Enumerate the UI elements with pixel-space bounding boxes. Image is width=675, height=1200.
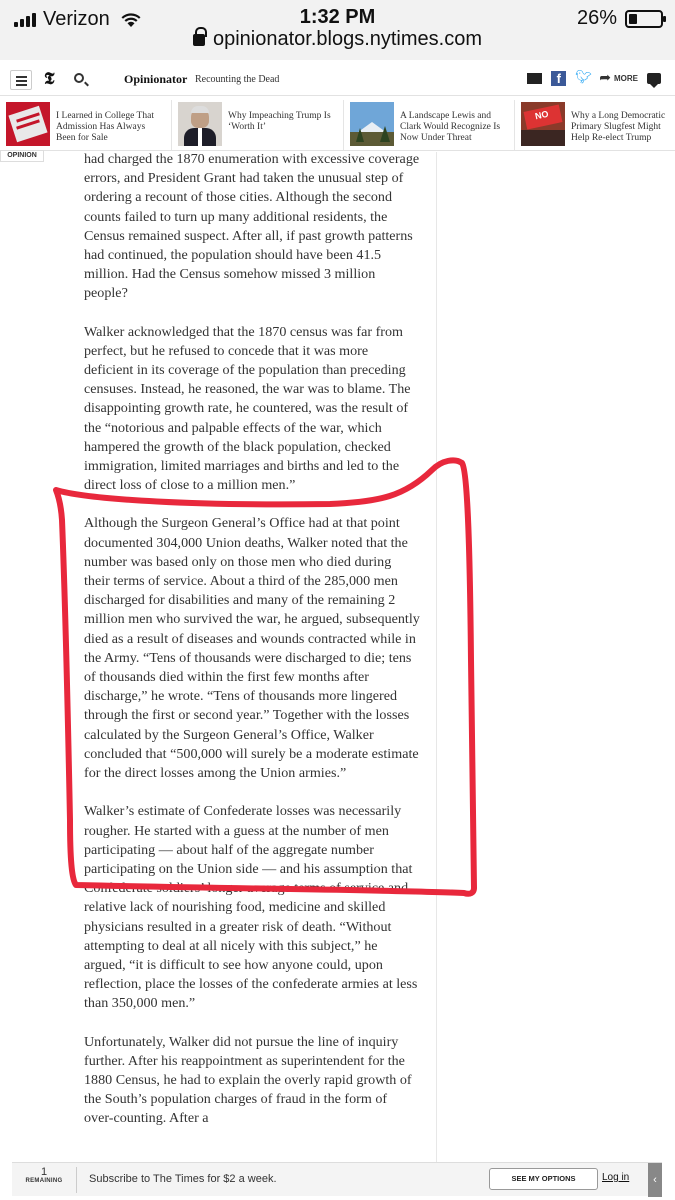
comments-icon[interactable] <box>647 73 661 84</box>
rec-title-line: Admission Has Always <box>56 122 146 132</box>
rec-title-line: Clark Would Recognize Is <box>400 122 501 132</box>
battery-level <box>629 14 637 24</box>
search-icon[interactable] <box>74 73 84 83</box>
battery-percent: 26% <box>576 7 617 29</box>
twitter-icon[interactable]: 🐦︎ <box>575 70 592 85</box>
rec-title-line: Now Under Threat <box>400 133 472 143</box>
column-divider <box>436 152 437 1162</box>
article-title: Recounting the Dead <box>195 74 280 85</box>
share-tools <box>527 70 661 86</box>
article-paragraph: Walker’s estimate of Confederate losses was necessarily rougher. He started with a guess at the number of men participating — about half of the aggregate number participating on the Union side — and his assumption that Confederate soldiers’ longer average terms of service and relative lack of nourishing food, medicine and skilled physicians resulted in a greater risk of death. “Without attempting to deal at all nicely with this subject,” he argued, “it is difficult to see how anyone could, upon reflection, place the losses of the confederate armies at less than 350,000 men.” <box>84 803 418 1012</box>
rec-title-line: Why a Long Democratic <box>571 111 666 121</box>
rec-title-line: ‘Worth It’ <box>228 122 267 132</box>
recommended-strip <box>0 98 675 151</box>
remaining-count: 1 <box>40 1166 48 1178</box>
address-bar[interactable] <box>0 28 675 51</box>
battery-area <box>577 7 663 30</box>
battery-icon <box>625 10 663 28</box>
rec-item[interactable] <box>344 100 515 150</box>
article-paragraph: Unfortunately, Walker did not pursue the line of inquiry further. After his reappointment as superintendent for the 1880 Census, he had to explain the overly rapid growth of the South’s population charges of fraud in the form of over-counting. After a <box>84 1033 412 1127</box>
lock-icon <box>193 34 205 46</box>
site-header <box>0 64 675 96</box>
url-text: opinionator.blogs.nytimes.com <box>212 28 483 50</box>
opinion-label: OPINION <box>0 150 44 162</box>
articles-remaining <box>18 1166 70 1184</box>
article-paragraph: Walker acknowledged that the 1870 census was far from perfect, but he refused to concede that it was more deficient in its coverage of the population than preceding censuses. Instead, he reasoned, the war was to blame. The disappointing growth rate, he countered, was the result of the “notorious and palpable effects of the war, which hampered the growth of the black population, checked immigration, limited marriages and births and led to the direct loss of close to a million men.” <box>84 323 411 494</box>
article-paragraph: Although the Surgeon General’s Office had at that point documented 304,000 Union deaths, Walker noted that the number was based only on those men who died during their terms of service. About a third of the 285,000 men discharged for disabilities and many of the remaining 2 million men who survived the war, he argued, subsequently died as a result of diseases and wounds contracted while in the Army. “Tens of thousands were discharged to die; tens of thousands died within the first few months after discharge,” he wrote. “Tens of thousands more lingered through the first or second year.” Together with the losses calculated by the Surgeon General’s Office, Walker concluded that “500,000 will surely be a moderate estimate for the direct losses among the Union armies.” <box>84 515 420 782</box>
see-options-button[interactable]: SEE MY OPTIONS <box>489 1168 598 1190</box>
rec-title-line: Help Re-elect Trump <box>571 133 652 143</box>
rec-title <box>228 111 331 133</box>
carrier-name: Verizon <box>43 8 110 30</box>
subscribe-message[interactable]: Subscribe to The Times for $2 a week. <box>89 1173 277 1185</box>
rec-item[interactable] <box>172 100 344 150</box>
rec-title-line: Primary Slugfest Might <box>571 122 661 132</box>
article-paragraph: had charged the 1870 enumeration with excessive coverage errors, and President Grant had taken the unusual step of ordering a recount of those cities. Although the second counts failed to turn up many additional residents, the Census remained suspect. After all, if past growth patterns had continued, the population should have been 41.5 million. Had the Census somehow missed 3 million people? <box>84 151 420 302</box>
rec-item[interactable] <box>515 100 675 150</box>
ios-status-bar <box>0 0 675 60</box>
rec-thumbnail <box>178 102 222 146</box>
rec-title <box>400 111 500 144</box>
nyt-logo-icon[interactable]: 𝕿 <box>44 69 55 89</box>
rec-thumbnail: NO <box>521 102 565 146</box>
facebook-icon[interactable]: f <box>551 71 566 86</box>
rec-item[interactable] <box>0 100 172 150</box>
menu-button[interactable] <box>10 70 32 90</box>
article-body <box>84 150 420 1148</box>
rec-title-line: A Landscape Lewis and <box>400 111 492 121</box>
rec-thumbnail <box>6 102 50 146</box>
remaining-label: REMAINING <box>25 1178 63 1184</box>
rec-title <box>571 111 665 144</box>
meter-divider <box>76 1167 77 1193</box>
rec-title-line: Why Impeaching Trump Is <box>228 111 331 121</box>
clock: 1:32 PM <box>299 6 376 28</box>
more-button[interactable]: MORE <box>614 73 638 83</box>
meter-bar <box>12 1162 662 1196</box>
section-title[interactable]: Opinionator <box>124 72 188 86</box>
rec-title-line: I Learned in College That <box>56 111 154 121</box>
rec-thumbnail <box>350 102 394 146</box>
login-link[interactable]: Log in <box>602 1172 630 1183</box>
share-arrow-icon[interactable]: ➦ <box>599 70 611 86</box>
rec-title <box>56 111 154 144</box>
email-icon[interactable] <box>527 73 542 84</box>
collapse-chevron-icon[interactable]: ‹ <box>648 1163 662 1197</box>
rec-title-line: Been for Sale <box>56 133 108 143</box>
